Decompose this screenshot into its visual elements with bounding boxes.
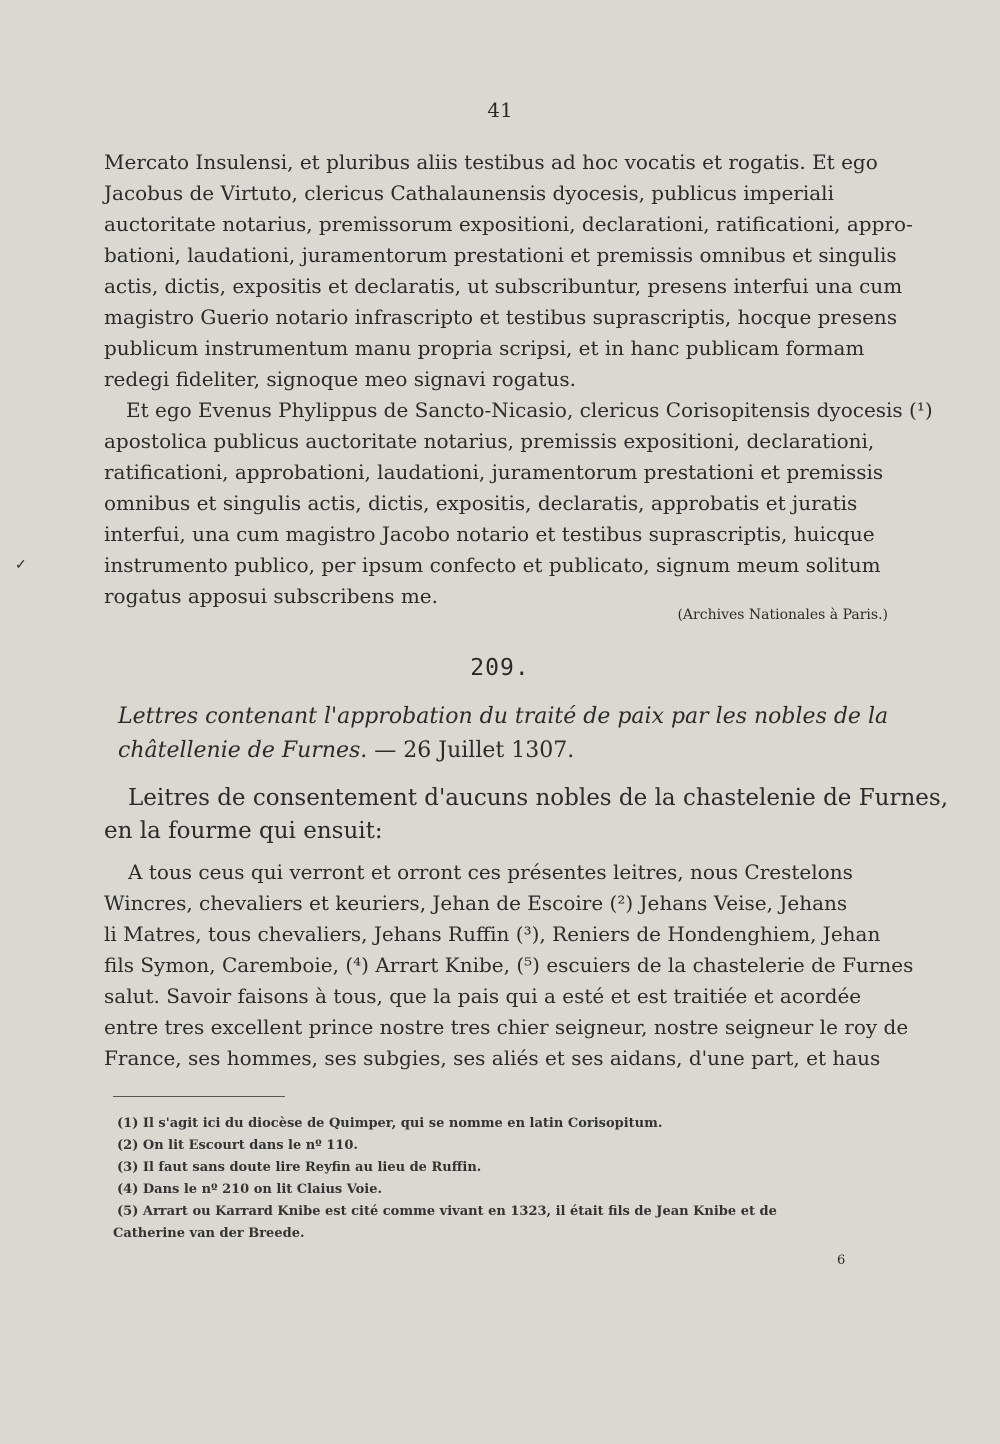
signature-mark: 6 — [837, 1253, 846, 1268]
text-line: actis, dictis, expositis et declaratis, ut subscribuntur, presens interfui una cum — [104, 274, 903, 298]
text-line: Wincres, chevaliers et keuriers, Jehan de Escoire (²) Jehans Veise, Jehans — [104, 891, 848, 915]
source-citation: (Archives Nationales à Paris.) — [677, 607, 888, 623]
text-line: entre tres excellent prince nostre tres chier seigneur, nostre seigneur le roy de — [104, 1015, 909, 1039]
text-line: publicum instrumentum manu propria scripsi, et in hanc publicam formam — [104, 336, 865, 360]
document-title — [118, 700, 898, 768]
text-line: A tous ceus qui verront et orront ces présentes leitres, nous Crestelons — [128, 860, 853, 884]
intro-line: en la fourme qui ensuit: — [104, 818, 383, 844]
intro-heading — [104, 782, 949, 848]
footnote-continuation: Catherine van der Breede. — [113, 1226, 305, 1241]
latin-paragraph-1 — [104, 147, 913, 395]
text-line: magistro Guerio notario infrascripto et testibus suprascriptis, hocque presens — [104, 305, 898, 329]
intro-line: Leitres de consentement d'aucuns nobles de la chastelenie de Furnes, — [128, 785, 949, 811]
text-line: redegi fideliter, signoque meo signavi rogatus. — [104, 367, 576, 391]
text-line: li Matres, tous chevaliers, Jehans Ruffin (³), Reniers de Hondenghiem, Jehan — [104, 922, 881, 946]
text-line: instrumento publico, per ipsum confecto et publicato, signum meum solitum — [104, 553, 881, 577]
text-line: omnibus et singulis actis, dictis, expositis, declaratis, approbatis et juratis — [104, 491, 858, 515]
page-number: 41 — [487, 98, 513, 122]
margin-mark: ✓ — [15, 557, 27, 573]
text-line: auctoritate notarius, premissorum expositioni, declarationi, ratificationi, appro- — [104, 212, 913, 236]
text-line: fils Symon, Caremboie, (⁴) Arrart Knibe, (⁵) escuiers de la chastelerie de Furnes — [104, 953, 914, 977]
document-number: 209. — [470, 655, 530, 681]
text-line: Jacobus de Virtuto, clericus Cathalaunensis dyocesis, publicus imperiali — [104, 181, 834, 205]
text-line: Mercato Insulensi, et pluribus aliis testibus ad hoc vocatis et rogatis. Et ego — [104, 150, 878, 174]
title-date: — 26 Juillet 1307. — [367, 738, 575, 763]
text-line: France, ses hommes, ses subgies, ses aliés et ses aidans, d'une part, et haus — [104, 1046, 881, 1070]
footnote: (3) Il faut sans doute lire Reyfin au lieu de Ruffin. — [117, 1160, 482, 1175]
title-line — [118, 734, 898, 768]
latin-paragraph-2 — [104, 395, 933, 612]
text-line: apostolica publicus auctoritate notarius, premissis expositioni, declarationi, — [104, 429, 875, 453]
footnote: (5) Arrart ou Karrard Knibe est cité comme vivant en 1323, il était fils de Jean Knibe et de — [117, 1204, 777, 1219]
text-line: Et ego Evenus Phylippus de Sancto-Nicasio, clericus Corisopitensis dyocesis (¹) — [126, 398, 933, 422]
text-line: rogatus apposui subscribens me. — [104, 584, 439, 608]
title-line-italic: châtellenie de Furnes. — [118, 738, 368, 763]
text-line: interfui, una cum magistro Jacobo notario et testibus suprascriptis, huicque — [104, 522, 875, 546]
footnote-divider — [113, 1096, 285, 1097]
text-line: ratificationi, approbationi, laudationi, juramentorum prestationi et premissis — [104, 460, 884, 484]
text-line: bationi, laudationi, juramentorum prestationi et premissis omnibus et singulis — [104, 243, 897, 267]
text-line: salut. Savoir faisons à tous, que la pais qui a esté et est traitiée et acordée — [104, 984, 862, 1008]
footnote: (1) Il s'agit ici du diocèse de Quimper, qui se nomme en latin Corisopitum. — [117, 1116, 663, 1131]
french-paragraph — [104, 857, 914, 1074]
footnotes — [113, 1113, 903, 1245]
title-line: Lettres contenant l'approbation du traité de paix par les nobles de la — [118, 704, 889, 729]
footnote: (2) On lit Escourt dans le nº 110. — [117, 1138, 358, 1153]
footnote: (4) Dans le nº 210 on lit Claius Voie. — [117, 1182, 383, 1197]
